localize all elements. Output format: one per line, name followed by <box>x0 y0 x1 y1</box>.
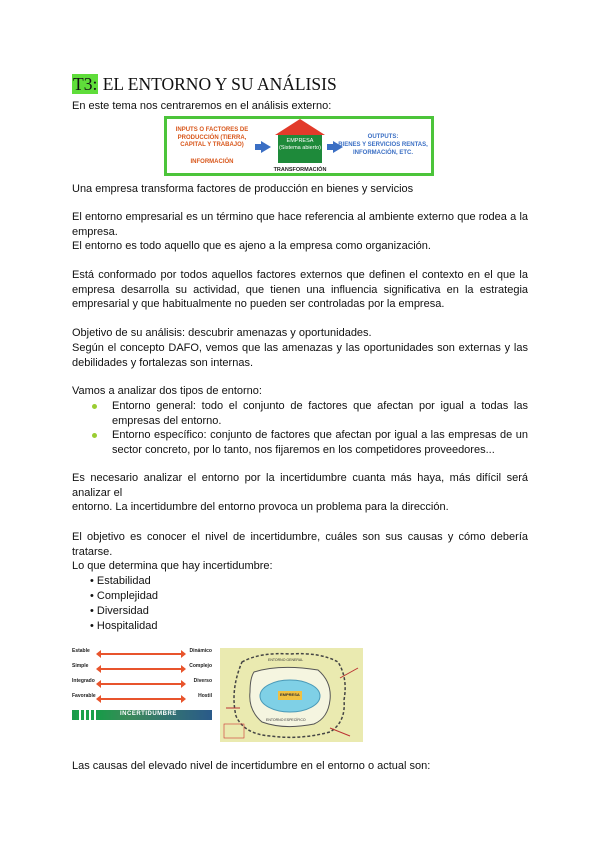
uncertainty-bar-label: INCERTIDUMBRE <box>120 711 177 717</box>
paragraph-determina: Lo que determina que hay incertidumbre: <box>72 560 273 572</box>
paragraph-causas: Las causas del elevado nivel de incertidumbre en el entorno o actual son: <box>72 760 431 772</box>
paragraph-entorno-definition: El entorno empresarial es un término que hace referencia al ambiente externo que rodea a la empresa. <box>72 211 528 238</box>
double-arrow-icon <box>100 683 182 685</box>
env-center-label: EMPRESA <box>280 692 300 697</box>
double-arrow-icon <box>100 653 182 655</box>
scale-left-label: Estable <box>72 648 90 654</box>
paragraph-transform: Una empresa transforma factores de producción en bienes y servicios <box>72 183 414 195</box>
bar-stripes <box>76 710 96 720</box>
list-item <box>92 428 528 457</box>
scale-row <box>72 678 212 690</box>
house-roof-icon <box>275 119 325 135</box>
scale-left-label: Integrado <box>72 678 95 684</box>
env-outer-label: ENTORNO GENERAL <box>268 658 304 662</box>
scale-row <box>72 648 212 660</box>
paragraph-incertidumbre: Es necesario analizar el entorno por la incertidumbre cuanta más haya, más difícil será analizar el <box>72 472 528 499</box>
company-house <box>275 119 325 165</box>
list-item-text: Entorno específico: conjunto de factores que afectan por igual a las empresas de un sector concreto, por lo tanto, nos fijaremos en los competidores proveedores... <box>112 429 528 456</box>
bullet-icon <box>92 433 97 438</box>
page-title <box>72 74 337 95</box>
paragraph-tipos: Vamos a analizar dos tipos de entorno: <box>72 385 262 397</box>
paragraph-dafo: Según el concepto DAFO, vemos que las amenazas y las oportunidades son externas y las debilidades y fortalezas son internas. <box>72 342 528 369</box>
factor-item: • Diversidad <box>90 605 149 617</box>
double-arrow-icon <box>100 698 182 700</box>
company-sub-label: (Sistema abierto) <box>279 145 321 151</box>
scale-left-label: Favorable <box>72 693 96 699</box>
scale-right-label: Complejo <box>189 663 212 669</box>
scale-row <box>72 693 212 705</box>
paragraph-incertidumbre-2: entorno. La incertidumbre del entorno provoca un problema para la dirección. <box>72 501 449 513</box>
factor-item: • Complejidad <box>90 590 159 602</box>
paragraph-objetivo-nivel: El objetivo es conocer el nivel de incertidumbre, cuáles son sus causas y cómo debería tratarse. <box>72 531 528 558</box>
outputs-title: OUTPUTS: <box>367 134 399 140</box>
transformation-label: TRANSFORMACIÓN <box>273 167 327 173</box>
list-item <box>92 399 528 428</box>
information-label: INFORMACIÓN <box>190 159 234 165</box>
uncertainty-scale-figure <box>72 644 212 724</box>
intro-paragraph: En este tema nos centraremos en el análisis externo: <box>72 100 332 112</box>
list-item-text: Entorno general: todo el conjunto de factores que afectan por igual a todas las empresas del entorno. <box>112 400 528 427</box>
arrow-right-icon <box>261 141 271 153</box>
scale-right-label: Dinámico <box>189 648 212 654</box>
inputs-label: INPUTS O FACTORES DE PRODUCCIÓN (TIERRA, CAPITAL Y TRABAJO) <box>175 127 249 148</box>
factor-item: • Estabilidad <box>90 575 151 587</box>
paragraph-factores: Está conformado por todos aquellos factores externos que definen el contexto en el que la empresa desarrolla su actividad, que tienen una influencia significativa en la estrategia empresarial y que habitualmente no pueden ser controladas por la empresa. <box>72 269 528 310</box>
company-box <box>278 135 322 163</box>
title-tag: T3: <box>73 74 98 94</box>
env-inner-label: ENTORNO ESPECÍFICO <box>266 718 306 722</box>
outputs-label: BIENES Y SERVICIOS RENTAS, INFORMACIÓN, ETC. <box>338 142 428 156</box>
scale-left-label: Simple <box>72 663 89 669</box>
factor-item: • Hospitalidad <box>90 620 158 632</box>
company-label: EMPRESA <box>286 138 314 144</box>
paragraph-entorno-ajeno: El entorno es todo aquello que es ajeno a la empresa como organización. <box>72 240 431 252</box>
scale-row <box>72 663 212 675</box>
bullet-icon <box>92 404 97 409</box>
title-text: EL ENTORNO Y SU ANÁLISIS <box>102 74 337 94</box>
paragraph-objetivo: Objetivo de su análisis: descubrir amenazas y oportunidades. <box>72 327 372 339</box>
company-system-diagram <box>164 116 434 176</box>
outputs-block <box>335 133 431 157</box>
environment-rings-figure <box>220 648 363 742</box>
double-arrow-icon <box>100 668 182 670</box>
scale-right-label: Hostil <box>198 693 212 699</box>
scale-right-label: Diverso <box>193 678 212 684</box>
